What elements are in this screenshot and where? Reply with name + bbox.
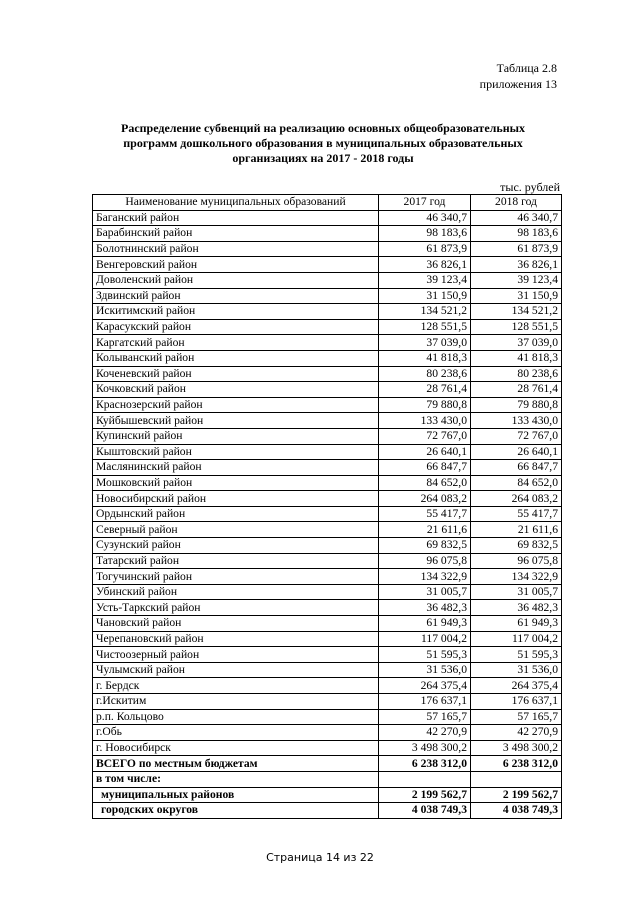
municipality-cell: Кочковский район	[93, 382, 379, 398]
value-2017-cell: 36 482,3	[379, 600, 471, 616]
value-2018-cell: 42 270,9	[471, 725, 562, 741]
value-2017-cell: 72 767,0	[379, 428, 471, 444]
municipality-cell: Доволенский район	[93, 272, 379, 288]
table-row	[93, 272, 562, 288]
municipality-cell: городских округов	[93, 803, 379, 819]
value-2018-cell: 31 005,7	[471, 584, 562, 600]
value-2018-cell: 36 482,3	[471, 600, 562, 616]
value-2017-cell: 41 818,3	[379, 350, 471, 366]
value-2018-cell: 31 536,0	[471, 662, 562, 678]
value-2017-cell: 134 322,9	[379, 569, 471, 585]
table-row	[93, 413, 562, 429]
table-row	[93, 226, 562, 242]
value-2018-cell: 55 417,7	[471, 506, 562, 522]
table-row	[93, 584, 562, 600]
value-2018-cell: 57 165,7	[471, 709, 562, 725]
column-header-2017: 2017 год	[379, 195, 471, 211]
municipality-cell: Куйбышевский район	[93, 413, 379, 429]
value-2018-cell: 98 183,6	[471, 226, 562, 242]
value-2017-cell: 28 761,4	[379, 382, 471, 398]
municipality-cell: Баганский район	[93, 210, 379, 226]
municipality-cell: Усть-Таркский район	[93, 600, 379, 616]
table-row	[93, 257, 562, 273]
value-2017-cell: 264 083,2	[379, 491, 471, 507]
municipality-cell: Маслянинский район	[93, 460, 379, 476]
municipality-cell: Татарский район	[93, 553, 379, 569]
table-row	[93, 709, 562, 725]
value-2017-cell: 80 238,6	[379, 366, 471, 382]
units-label: тыс. рублей	[500, 180, 560, 194]
municipality-cell: Здвинский район	[93, 288, 379, 304]
value-2017-cell: 79 880,8	[379, 397, 471, 413]
total-row	[93, 756, 562, 772]
table-row	[93, 506, 562, 522]
municipal-districts-row	[93, 787, 562, 803]
value-2018-cell: 4 038 749,3	[471, 803, 562, 819]
table-row	[93, 460, 562, 476]
table-row	[93, 366, 562, 382]
value-2017-cell: 66 847,7	[379, 460, 471, 476]
value-2018-cell: 26 640,1	[471, 444, 562, 460]
table-row	[93, 444, 562, 460]
table-row	[93, 569, 562, 585]
value-2017-cell: 42 270,9	[379, 725, 471, 741]
value-2017-cell: 61 949,3	[379, 616, 471, 632]
value-2018-cell: 84 652,0	[471, 475, 562, 491]
municipality-cell: Карасукский район	[93, 319, 379, 335]
table-row	[93, 397, 562, 413]
value-2017-cell: 26 640,1	[379, 444, 471, 460]
municipality-cell: в том числе:	[93, 771, 379, 787]
value-2018-cell: 264 083,2	[471, 491, 562, 507]
value-2018-cell: 66 847,7	[471, 460, 562, 476]
value-2017-cell: 264 375,4	[379, 678, 471, 694]
table-row	[93, 304, 562, 320]
value-2018-cell: 39 123,4	[471, 272, 562, 288]
value-2017-cell	[379, 771, 471, 787]
municipality-cell: Колыванский район	[93, 350, 379, 366]
value-2018-cell: 3 498 300,2	[471, 740, 562, 756]
value-2017-cell: 98 183,6	[379, 226, 471, 242]
value-2017-cell: 134 521,2	[379, 304, 471, 320]
table-row	[93, 725, 562, 741]
table-row	[93, 522, 562, 538]
value-2017-cell: 69 832,5	[379, 538, 471, 554]
value-2017-cell: 128 551,5	[379, 319, 471, 335]
table-row	[93, 678, 562, 694]
municipality-cell: Каргатский район	[93, 335, 379, 351]
table-row	[93, 475, 562, 491]
municipality-cell: Краснозерский район	[93, 397, 379, 413]
value-2017-cell: 2 199 562,7	[379, 787, 471, 803]
value-2017-cell: 31 005,7	[379, 584, 471, 600]
value-2018-cell	[471, 771, 562, 787]
value-2017-cell: 21 611,6	[379, 522, 471, 538]
table-row	[93, 647, 562, 663]
table-row	[93, 600, 562, 616]
municipality-cell: г. Новосибирск	[93, 740, 379, 756]
municipality-cell: Болотнинский район	[93, 241, 379, 257]
value-2018-cell: 264 375,4	[471, 678, 562, 694]
document-title: Распределение субвенций на реализацию основных общеобразовательных программ дошкольного образования в муниципальных образовательных организациях на 2017 - 2018 годы	[120, 121, 526, 166]
value-2018-cell: 133 430,0	[471, 413, 562, 429]
including-row	[93, 771, 562, 787]
appendix-label: приложения 13	[479, 76, 557, 91]
table-row	[93, 662, 562, 678]
municipality-cell: Чистоозерный район	[93, 647, 379, 663]
value-2017-cell: 117 004,2	[379, 631, 471, 647]
table-row	[93, 538, 562, 554]
table-row	[93, 428, 562, 444]
value-2017-cell: 133 430,0	[379, 413, 471, 429]
municipality-cell: ВСЕГО по местным бюджетам	[93, 756, 379, 772]
value-2017-cell: 84 652,0	[379, 475, 471, 491]
value-2017-cell: 46 340,7	[379, 210, 471, 226]
municipality-cell: Купинский район	[93, 428, 379, 444]
value-2018-cell: 21 611,6	[471, 522, 562, 538]
table-row	[93, 740, 562, 756]
value-2017-cell: 51 595,3	[379, 647, 471, 663]
municipality-cell: г. Бердск	[93, 678, 379, 694]
value-2017-cell: 36 826,1	[379, 257, 471, 273]
value-2017-cell: 61 873,9	[379, 241, 471, 257]
value-2017-cell: 39 123,4	[379, 272, 471, 288]
value-2018-cell: 36 826,1	[471, 257, 562, 273]
table-row	[93, 241, 562, 257]
value-2017-cell: 37 039,0	[379, 335, 471, 351]
value-2018-cell: 134 521,2	[471, 304, 562, 320]
table-row	[93, 491, 562, 507]
municipality-cell: Барабинский район	[93, 226, 379, 242]
value-2018-cell: 128 551,5	[471, 319, 562, 335]
table-row	[93, 616, 562, 632]
value-2017-cell: 176 637,1	[379, 694, 471, 710]
value-2018-cell: 61 949,3	[471, 616, 562, 632]
value-2018-cell: 41 818,3	[471, 350, 562, 366]
municipality-cell: Тогучинский район	[93, 569, 379, 585]
municipality-cell: р.п. Кольцово	[93, 709, 379, 725]
value-2017-cell: 4 038 749,3	[379, 803, 471, 819]
column-header-2018: 2018 год	[471, 195, 562, 211]
municipality-cell: г.Искитим	[93, 694, 379, 710]
table-row	[93, 631, 562, 647]
municipality-cell: Убинский район	[93, 584, 379, 600]
value-2018-cell: 117 004,2	[471, 631, 562, 647]
table-row	[93, 350, 562, 366]
municipality-cell: Новосибирский район	[93, 491, 379, 507]
municipality-cell: Ордынский район	[93, 506, 379, 522]
municipality-cell: Искитимский район	[93, 304, 379, 320]
value-2018-cell: 176 637,1	[471, 694, 562, 710]
municipality-cell: Сузунский район	[93, 538, 379, 554]
municipality-cell: Коченевский район	[93, 366, 379, 382]
table-label: Таблица 2.8	[496, 61, 557, 75]
table-header-row	[93, 195, 562, 211]
table-reference	[480, 61, 557, 92]
value-2018-cell: 51 595,3	[471, 647, 562, 663]
municipality-cell: Северный район	[93, 522, 379, 538]
table-row	[93, 319, 562, 335]
value-2018-cell: 28 761,4	[471, 382, 562, 398]
urban-districts-row	[93, 803, 562, 819]
value-2018-cell: 80 238,6	[471, 366, 562, 382]
value-2017-cell: 55 417,7	[379, 506, 471, 522]
municipality-cell: Чулымский район	[93, 662, 379, 678]
municipality-cell: Венгеровский район	[93, 257, 379, 273]
value-2018-cell: 46 340,7	[471, 210, 562, 226]
table-row	[93, 288, 562, 304]
value-2018-cell: 2 199 562,7	[471, 787, 562, 803]
table-body	[93, 210, 562, 818]
value-2018-cell: 6 238 312,0	[471, 756, 562, 772]
value-2017-cell: 31 536,0	[379, 662, 471, 678]
value-2018-cell: 134 322,9	[471, 569, 562, 585]
municipality-cell: муниципальных районов	[93, 787, 379, 803]
value-2018-cell: 61 873,9	[471, 241, 562, 257]
table-row	[93, 694, 562, 710]
value-2018-cell: 31 150,9	[471, 288, 562, 304]
value-2017-cell: 6 238 312,0	[379, 756, 471, 772]
subsidy-table	[92, 194, 562, 819]
table-row	[93, 335, 562, 351]
value-2018-cell: 72 767,0	[471, 428, 562, 444]
column-header-municipality: Наименование муниципальных образований	[93, 195, 379, 211]
table-row	[93, 382, 562, 398]
value-2018-cell: 69 832,5	[471, 538, 562, 554]
value-2017-cell: 96 075,8	[379, 553, 471, 569]
municipality-cell: Кыштовский район	[93, 444, 379, 460]
municipality-cell: г.Обь	[93, 725, 379, 741]
value-2018-cell: 79 880,8	[471, 397, 562, 413]
municipality-cell: Мошковский район	[93, 475, 379, 491]
municipality-cell: Чановский район	[93, 616, 379, 632]
table-row	[93, 553, 562, 569]
table-row	[93, 210, 562, 226]
value-2017-cell: 57 165,7	[379, 709, 471, 725]
value-2017-cell: 3 498 300,2	[379, 740, 471, 756]
page-number: Страница 14 из 22	[266, 851, 374, 864]
municipality-cell: Черепановский район	[93, 631, 379, 647]
value-2018-cell: 96 075,8	[471, 553, 562, 569]
value-2018-cell: 37 039,0	[471, 335, 562, 351]
value-2017-cell: 31 150,9	[379, 288, 471, 304]
